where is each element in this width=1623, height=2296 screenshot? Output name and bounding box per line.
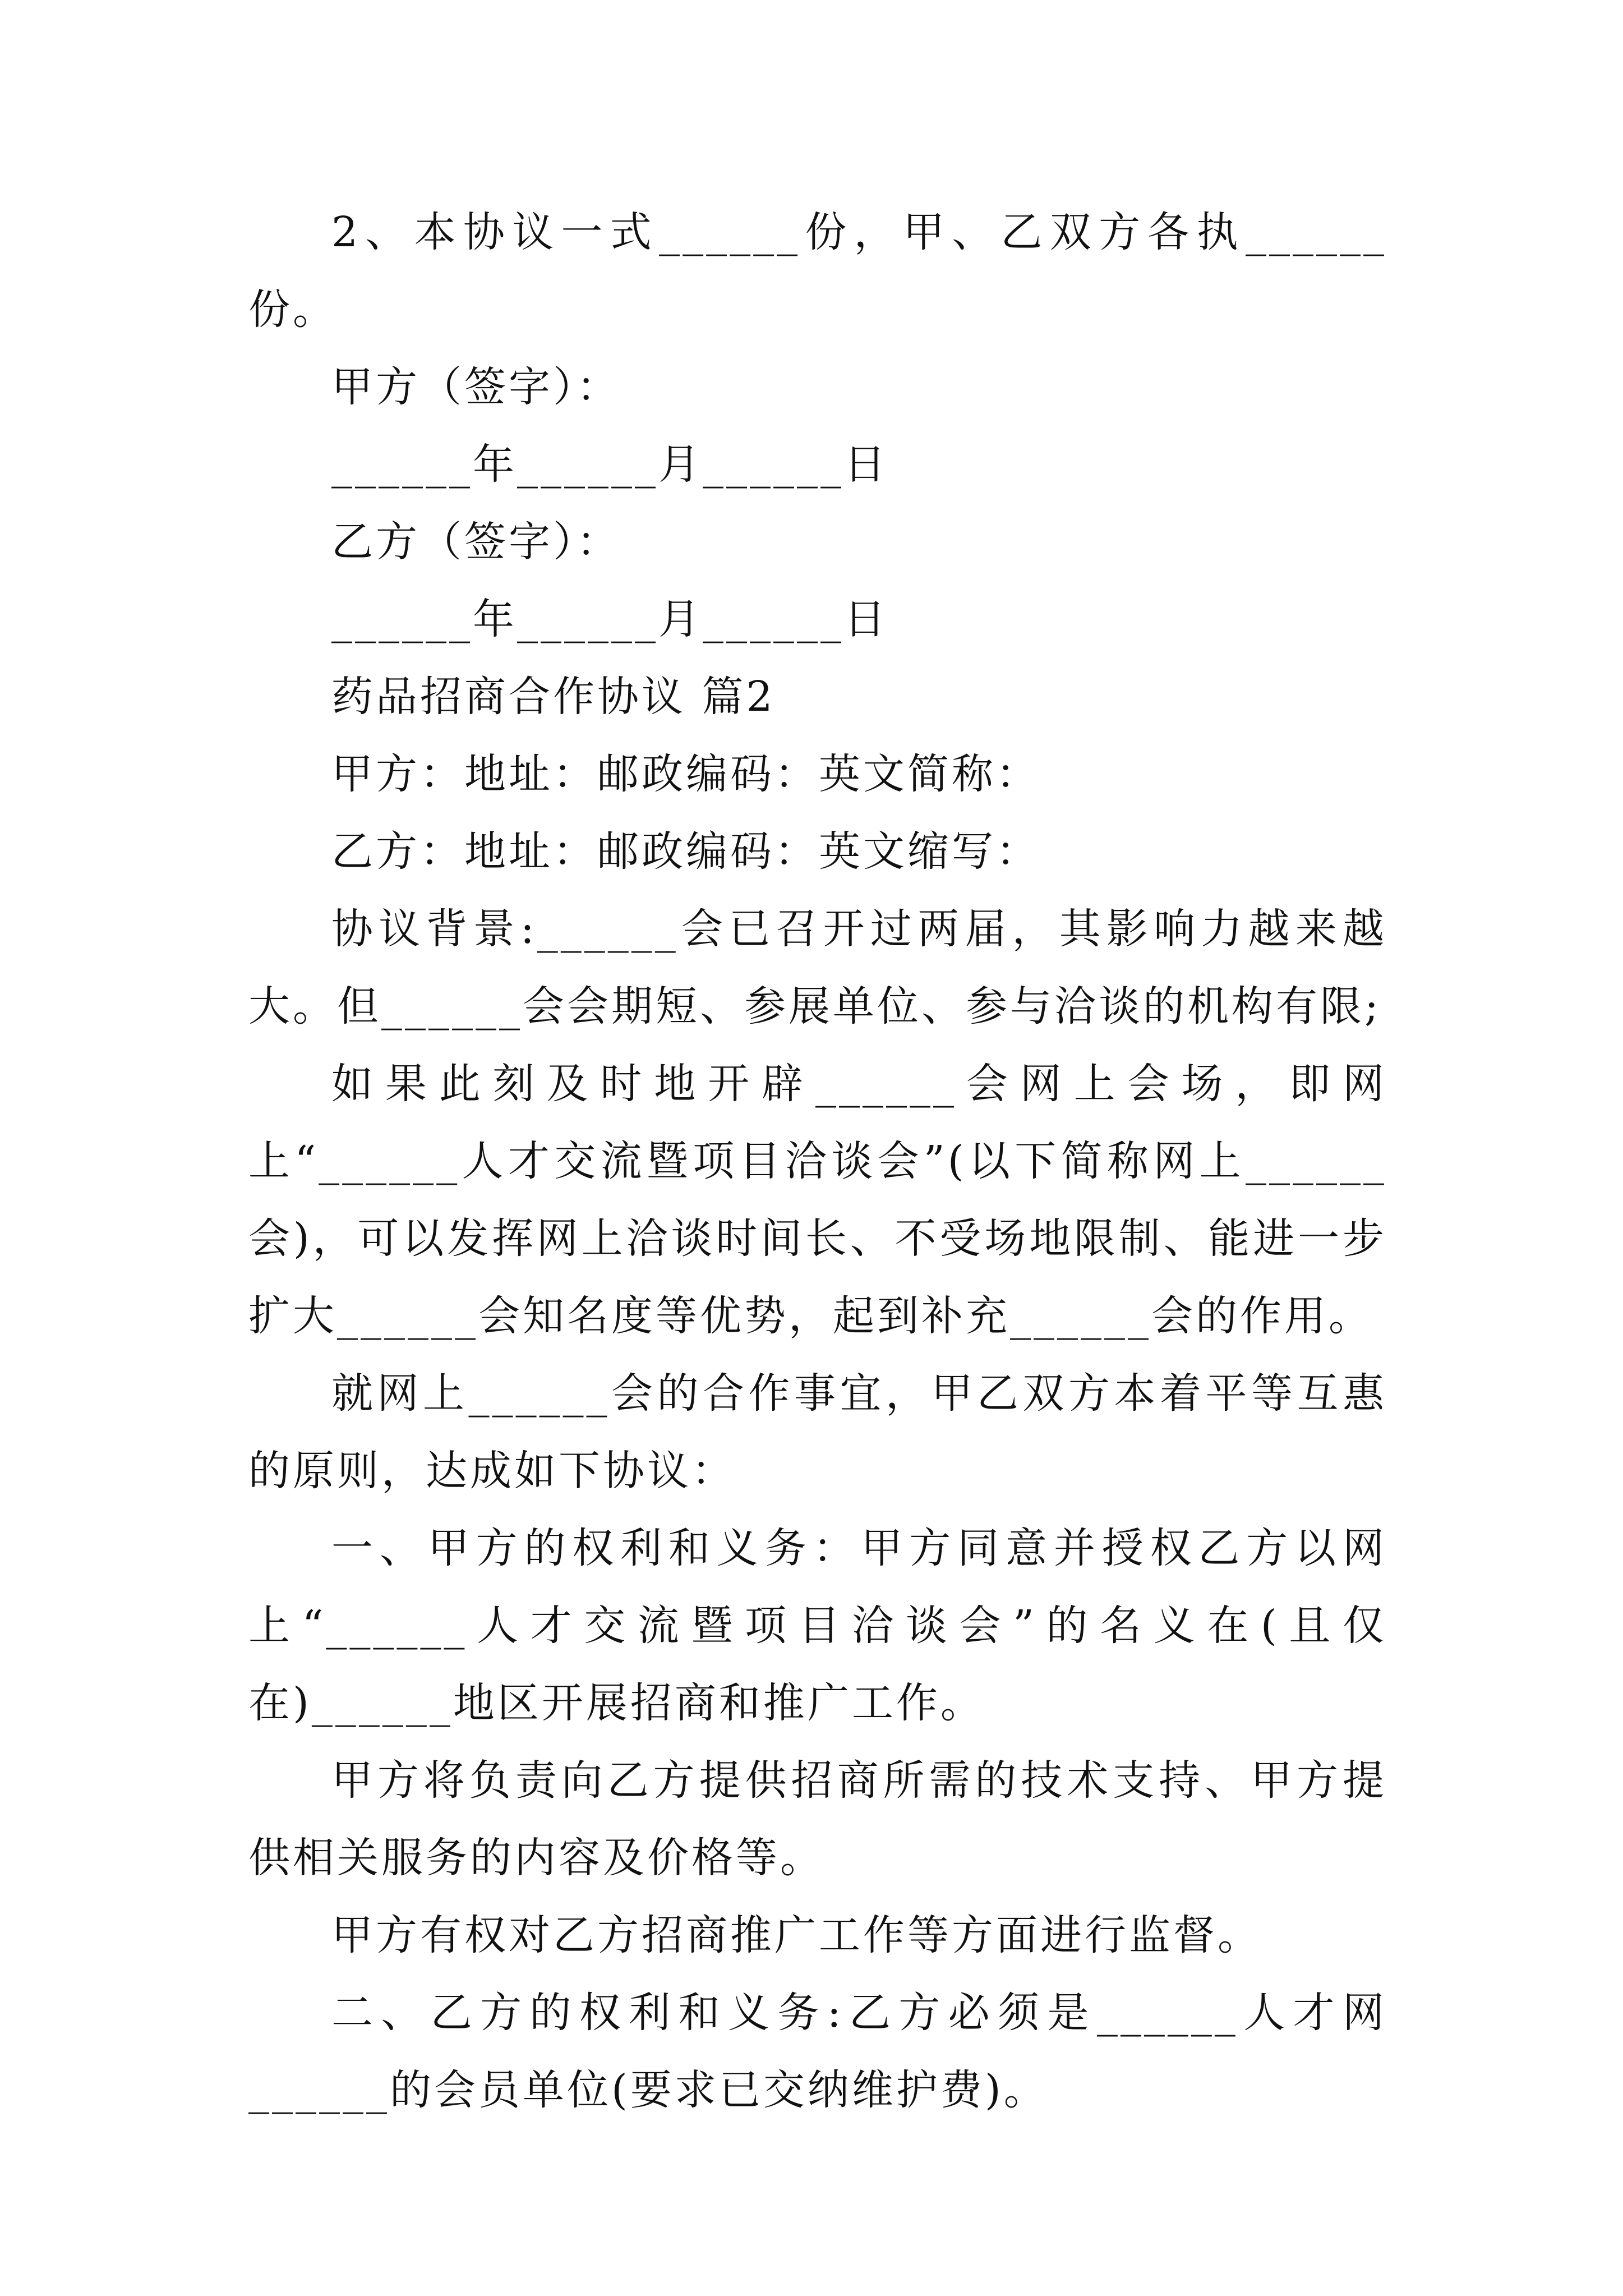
cooperation-intro: 就网上______会的合作事宜，甲乙双方本着平等互惠的原则，达成如下协议：	[248, 1369, 1387, 1495]
party-b-rights: 二、乙方的权利和义务:乙方必须是______人才网______的会员单位(要求已交纳维护费)。	[248, 1989, 1387, 2114]
document-body	[248, 194, 1387, 2129]
party-a-rights: 一、甲方的权利和义务：甲方同意并授权乙方以网上“______人才交流暨项目洽谈会”的名义在(且仅在)______地区开展招商和推广工作。	[248, 1524, 1387, 1727]
party-b-info: 乙方：地址：邮政编码：英文缩写：	[331, 827, 1040, 876]
party-b-date: ______年______月______日	[331, 595, 888, 643]
clause-copies: 2、本协议一式______份，甲、乙双方各执______份。	[248, 208, 1387, 334]
online-venue-paragraph: 如果此刻及时地开辟______会网上会场，即网上“______人才交流暨项目洽谈会”(以下简称网上______会)，可以发挥网上洽谈时间长、不受场地限制、能进一步扩大______会知名度等优势，起到补充______会的作用。	[248, 1060, 1387, 1340]
party-a-supervision: 甲方有权对乙方招商推广工作等方面进行监督。	[331, 1911, 1262, 1959]
party-a-info: 甲方：地址：邮政编码：英文简称：	[331, 750, 1040, 798]
party-a-date: ______年______月______日	[331, 440, 888, 489]
party-b-signature: 乙方（签字）：	[331, 518, 621, 566]
party-a-signature: 甲方（签字）：	[331, 363, 621, 411]
party-a-support: 甲方将负责向乙方提供招商所需的技术支持、甲方提供相关服务的内容及价格等。	[248, 1756, 1387, 1882]
section-title: 药品招商合作协议 篇2	[331, 673, 776, 721]
agreement-background: 协议背景:______会已召开过两届，其影响力越来越大。但______会会期短、参展单位、参与洽谈的机构有限;	[248, 905, 1387, 1030]
